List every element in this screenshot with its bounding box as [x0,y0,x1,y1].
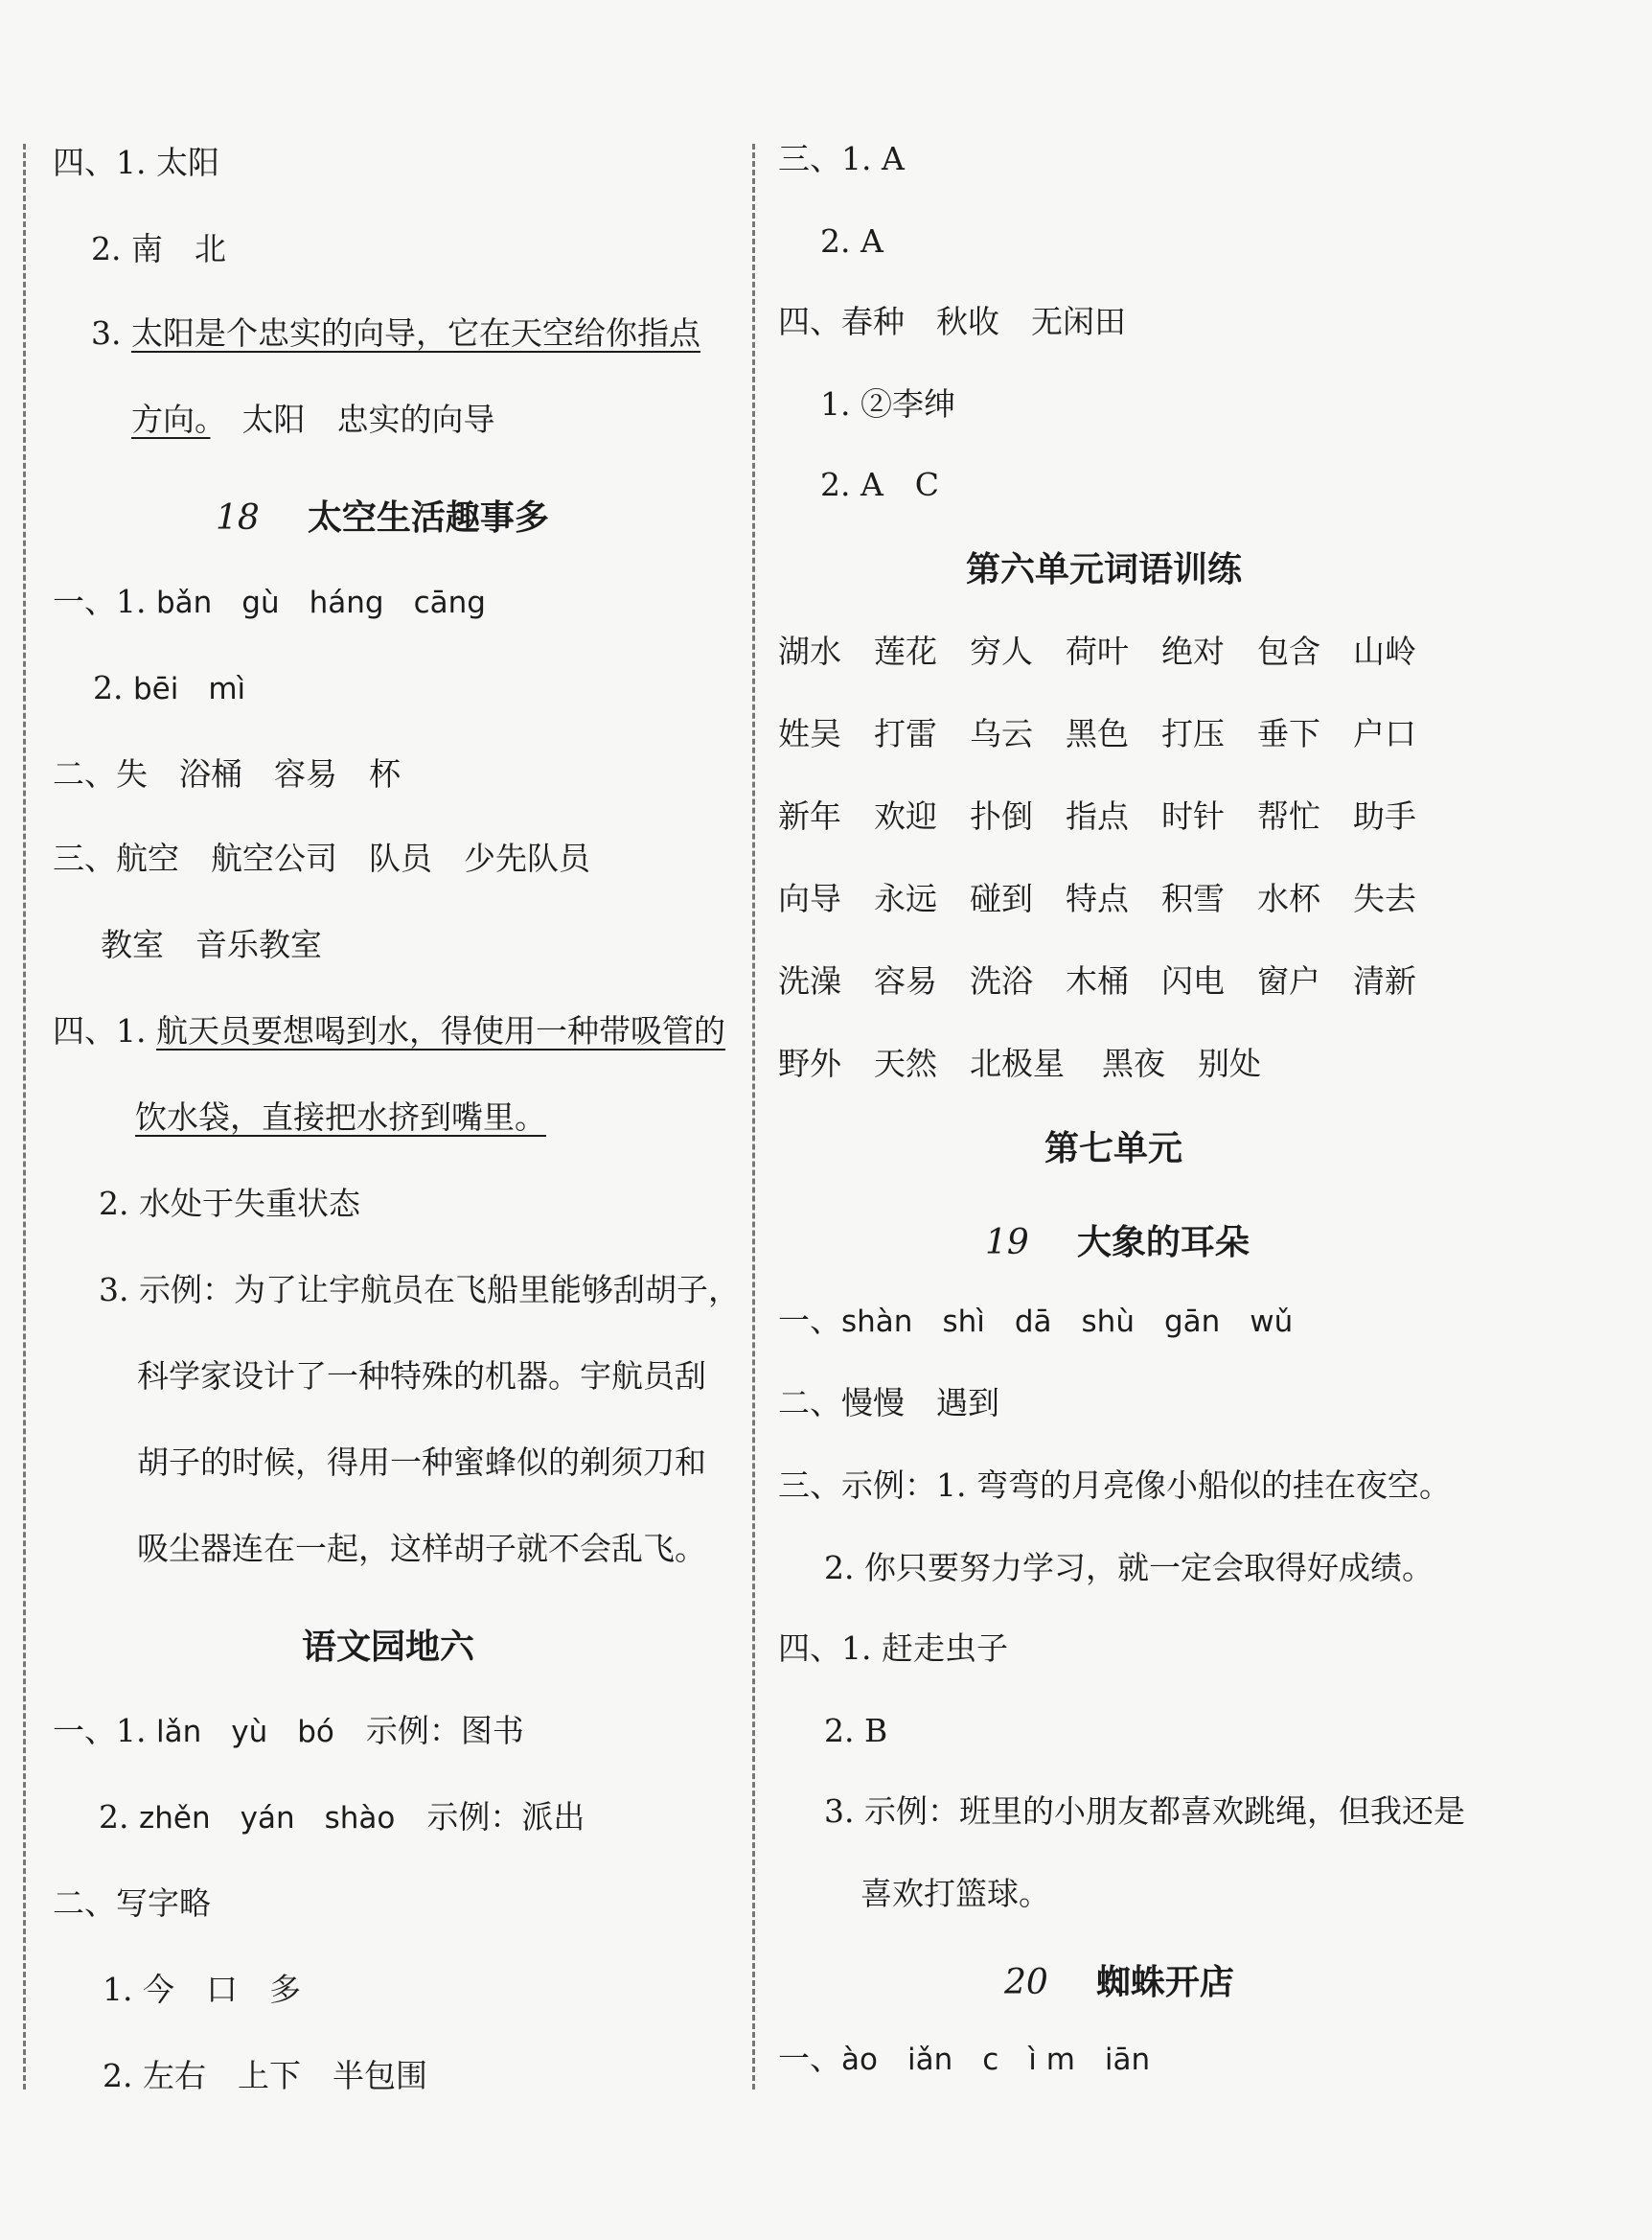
section-heading-ywyd: 语文园地六 [302,1628,475,1667]
vocab-word: 帮忙 [1257,797,1320,835]
vocab-word: 包含 [1257,633,1320,670]
vocab-word: 户口 [1353,715,1416,752]
vocab-word: 野外 [778,1045,841,1082]
answer-line: 四、春种 秋收 无闲田 [778,303,1126,340]
vocab-word: 永远 [874,880,937,917]
vocab-word: 助手 [1353,797,1416,835]
answer-line: 科学家设计了一种特殊的机器。宇航员刮 [137,1357,706,1395]
vocab-word: 容易 [874,962,937,1000]
underlined-answer: 饮水袋，直接把水挤到嘴里。 [135,1098,546,1136]
vocab-word: 闪电 [1161,962,1225,1000]
answer-text: 太阳 忠实的向导 [210,401,495,438]
vocab-word: 山岭 [1353,633,1416,670]
vocab-word: 黑色 [1066,715,1129,752]
vocab-row [778,957,1449,1002]
answer-line [91,312,700,355]
answer-line: 三、示例：1. 弯弯的月亮像小船似的挂在夜空。 [778,1466,1451,1504]
vocab-word: 欢迎 [874,797,937,835]
underlined-answer: 太阳是个忠实的向导，它在天空给你指点 [130,314,700,352]
answer-line: 二、慢慢 遇到 [778,1384,999,1421]
answer-line: 二、写字略 [53,1884,211,1922]
answer-prefix: 2. [93,669,133,706]
answer-line: 3. 示例：班里的小朋友都喜欢跳绳，但我还是 [824,1792,1465,1830]
answer-line [778,2038,1150,2081]
answer-line: 2. 左右 上下 半包围 [103,2057,427,2094]
answer-line [778,1300,1293,1343]
answer-line [93,667,245,710]
answer-line: 三、1. A [778,140,905,177]
vocab-word: 湖水 [778,633,841,670]
answer-line: 四、1. 太阳 [53,144,219,181]
vocab-word: 水杯 [1257,880,1320,917]
vocab-word: 失去 [1353,880,1416,917]
lesson-heading-20 [1004,1955,1234,2004]
lesson-title: 太空生活趣事多 [307,498,549,538]
answer-prefix: 四、1. [53,1012,156,1050]
pinyin-answer: bǎn gù háng cāng [155,586,486,620]
answer-line: 1. 今 口 多 [103,1971,301,2008]
answer-line: 二、失 浴桶 容易 杯 [53,755,401,793]
answer-line: 2. A C [820,466,940,503]
answer-text: 示例：派出 [395,1798,585,1836]
vocab-row [778,709,1449,754]
vocab-word: 木桶 [1066,962,1129,1000]
vocab-word: 洗浴 [970,962,1033,1000]
center-dashed-divider [752,144,755,2090]
vocab-word: 窗户 [1257,962,1320,1000]
answer-prefix: 一、 [778,1302,841,1339]
underlined-answer: 方向。 [131,401,211,438]
lesson-number: 18 [216,498,260,538]
answer-text: 示例：图书 [333,1712,524,1749]
answer-line: 2. 水处于失重状态 [99,1185,360,1222]
vocab-word: 特点 [1066,880,1129,917]
underlined-answer: 航天员要想喝到水，得使用一种带吸管的 [155,1012,725,1050]
vocab-word: 指点 [1066,797,1129,835]
answer-line: 1. ②李绅 [820,385,955,423]
unit7-heading: 第七单元 [1044,1129,1183,1168]
lesson-number: 19 [985,1223,1029,1262]
lesson-heading-19 [985,1215,1250,1264]
answer-line: 吸尘器连在一起，这样胡子就不会乱飞。 [137,1530,706,1567]
answer-line [135,1097,546,1139]
answer-line: 三、航空 航空公司 队员 少先队员 [53,840,590,877]
vocab-word: 打雷 [874,715,937,752]
answer-line [131,399,495,441]
vocab-word: 乌云 [970,715,1033,752]
vocab-row [778,874,1449,919]
lesson-number: 20 [1004,1963,1048,2002]
answer-line: 2. 你只要努力学习，就一定会取得好成绩。 [824,1549,1434,1586]
answer-line: 教室 音乐教室 [101,926,322,963]
vocab-word: 姓吴 [778,715,841,752]
answer-line: 3. 示例：为了让宇航员在飞船里能够刮胡子， [99,1271,740,1308]
pinyin-answer: bēi mì [132,672,246,706]
vocab-word: 穷人 [970,633,1033,670]
lesson-title: 蜘蛛开店 [1095,1963,1234,2002]
answer-line: 2. B [824,1712,888,1749]
answer-prefix: 2. [99,1798,139,1836]
pinyin-answer: zhěn yán shào [138,1801,396,1836]
vocab-row [778,627,1449,672]
vocab-word: 打压 [1161,715,1225,752]
lesson-title: 大象的耳朵 [1076,1223,1250,1262]
vocab-word: 时针 [1161,797,1225,835]
answer-prefix: 3. [91,314,131,352]
answer-line [53,1010,725,1052]
vocab-word: 绝对 [1161,633,1225,670]
pinyin-answer: lǎn yù bó [155,1715,334,1749]
pinyin-answer: shàn shì dā shù gān wǔ [841,1305,1294,1339]
answer-prefix: 一、 [778,2040,841,2077]
answer-line [53,581,486,624]
answer-line: 喜欢打篮球。 [860,1875,1050,1912]
answer-line: 四、1. 赶走虫子 [778,1629,1008,1667]
vocab-word: 洗澡 [778,962,841,1000]
vocab-word: 积雪 [1161,880,1225,917]
answer-line: 2. A [820,222,883,260]
pinyin-answer: ào iǎn c ì m iān [841,2043,1151,2077]
answer-line: 2. 南 北 [91,230,226,267]
vocab-word: 垂下 [1257,715,1320,752]
vocab-word: 别处 [1198,1045,1261,1082]
answer-line: 胡子的时候，得用一种蜜蜂似的剃须刀和 [137,1443,706,1481]
answer-line [53,1710,524,1753]
vocab-word: 扑倒 [970,797,1033,835]
answer-prefix: 一、1. [53,1712,156,1749]
vocab-word: 天然 [874,1045,937,1082]
vocab-word: 向导 [778,880,841,917]
vocab-word: 荷叶 [1066,633,1129,670]
vocab-row [778,792,1449,837]
lesson-heading-18 [216,491,549,540]
unit6-vocab-heading: 第六单元词语训练 [966,550,1243,589]
vocab-word: 清新 [1353,962,1416,1000]
vocab-word: 莲花 [874,633,937,670]
vocab-row [778,1039,1294,1084]
vocab-word: 碰到 [970,880,1033,917]
vocab-word: 黑夜 [1102,1045,1165,1082]
vocab-word: 北极星 [970,1045,1065,1082]
answer-line [99,1796,585,1839]
vocab-word: 新年 [778,797,841,835]
left-margin-dashed-line [23,144,26,2090]
answer-prefix: 一、1. [53,583,156,620]
